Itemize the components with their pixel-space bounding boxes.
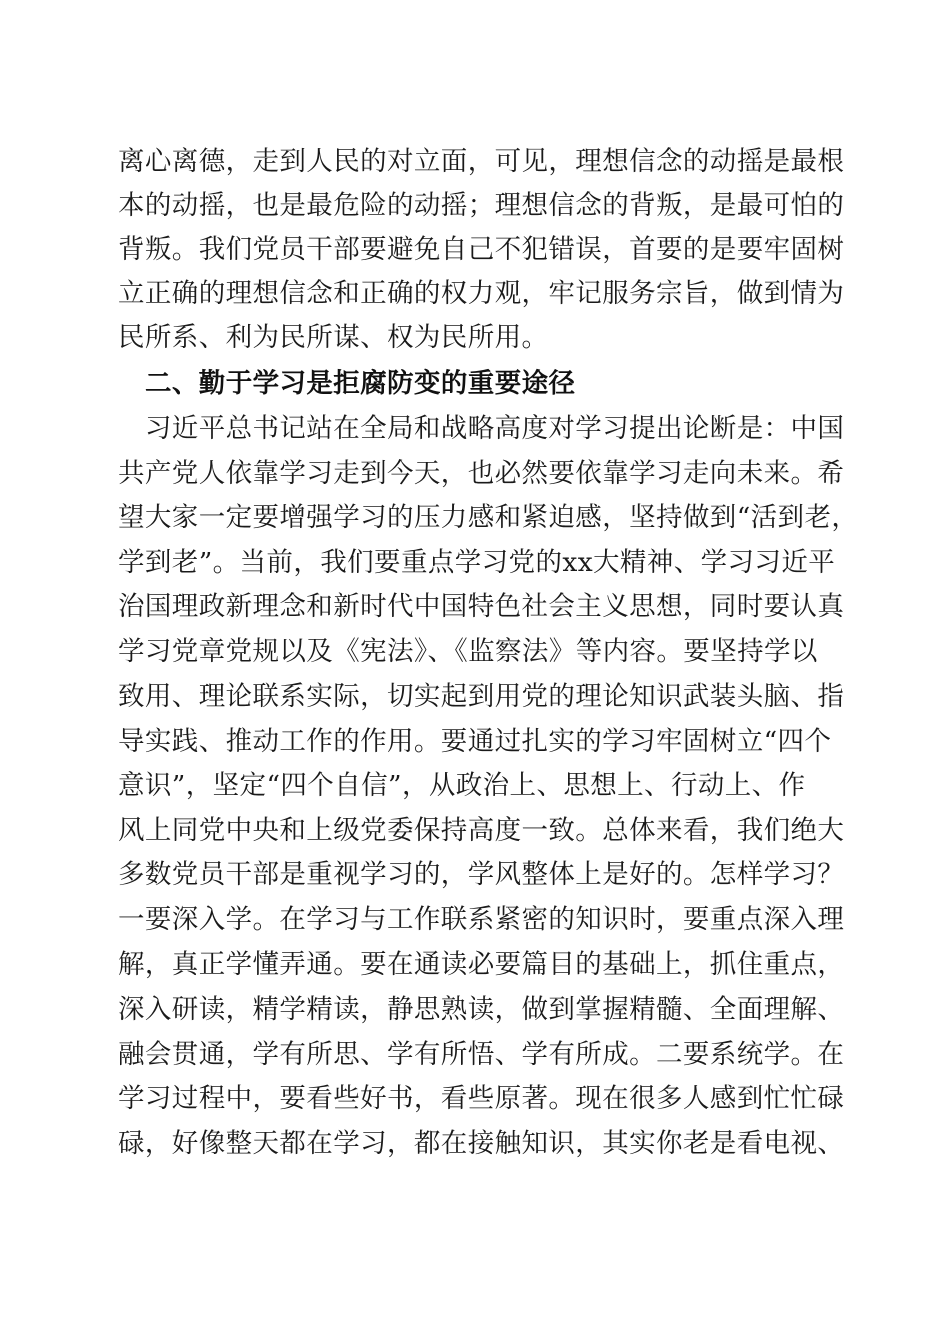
paragraph-line: 学到老”。当前，我们要重点学习党的xx大精神、学习习近平 (118, 547, 836, 578)
paragraph-line: 多数党员干部是重视学习的，学风整体上是好的。怎样学习？ (118, 859, 845, 890)
paragraph-line: 深入研读，精学精读，静思熟读，做到掌握精髓、全面理解、 (118, 994, 845, 1025)
paragraph-line: 习近平总书记站在全局和战略高度对学习提出论断是：中国 (118, 413, 845, 444)
paragraph-line: 共产党人依靠学习走到今天，也必然要依靠学习走向未来。希 (118, 458, 845, 489)
paragraph-line: 解，真正学懂弄通。要在通读必要篇目的基础上，抓住重点， (118, 949, 845, 980)
paragraph-line: 背叛。我们党员干部要避免自己不犯错误，首要的是要牢固树 (118, 234, 845, 265)
paragraph-line: 学习党章党规以及《宪法》、《监察法》等内容。要坚持学以 (118, 636, 818, 667)
section-heading: 二、勤于学习是拒腐防变的重要途径 (145, 368, 576, 399)
paragraph-line: 民所系、利为民所谋、权为民所用。 (118, 322, 549, 353)
paragraph-line: 治国理政新理念和新时代中国特色社会主义思想，同时要认真 (118, 591, 845, 622)
paragraph-line: 致用、理论联系实际，切实起到用党的理论知识武装头脑、指 (118, 681, 845, 712)
paragraph-line: 导实践、推动工作的作用。要通过扎实的学习牢固树立“四个 (118, 726, 832, 757)
paragraph-line: 望大家一定要增强学习的压力感和紧迫感，坚持做到“活到老， (118, 502, 859, 533)
paragraph-line: 碌，好像整天都在学习，都在接触知识，其实你老是看电视、 (118, 1128, 845, 1159)
paragraph-line: 本的动摇，也是最危险的动摇；理想信念的背叛，是最可怕的 (118, 190, 845, 221)
paragraph-line: 一要深入学。在学习与工作联系紧密的知识时，要重点深入理 (118, 904, 845, 935)
paragraph-line: 意识”，坚定“四个自信”，从政治上、思想上、行动上、作 (118, 770, 806, 801)
paragraph-line: 立正确的理想信念和正确的权力观，牢记服务宗旨，做到情为 (118, 278, 845, 309)
paragraph-line: 风上同党中央和上级党委保持高度一致。总体来看，我们绝大 (118, 815, 845, 846)
paragraph-line: 学习过程中，要看些好书，看些原著。现在很多人感到忙忙碌 (118, 1083, 845, 1114)
paragraph-line: 离心离德，走到人民的对立面，可见，理想信念的动摇是最根 (118, 146, 845, 177)
paragraph-line: 融会贯通，学有所思、学有所悟、学有所成。二要系统学。在 (118, 1039, 845, 1070)
